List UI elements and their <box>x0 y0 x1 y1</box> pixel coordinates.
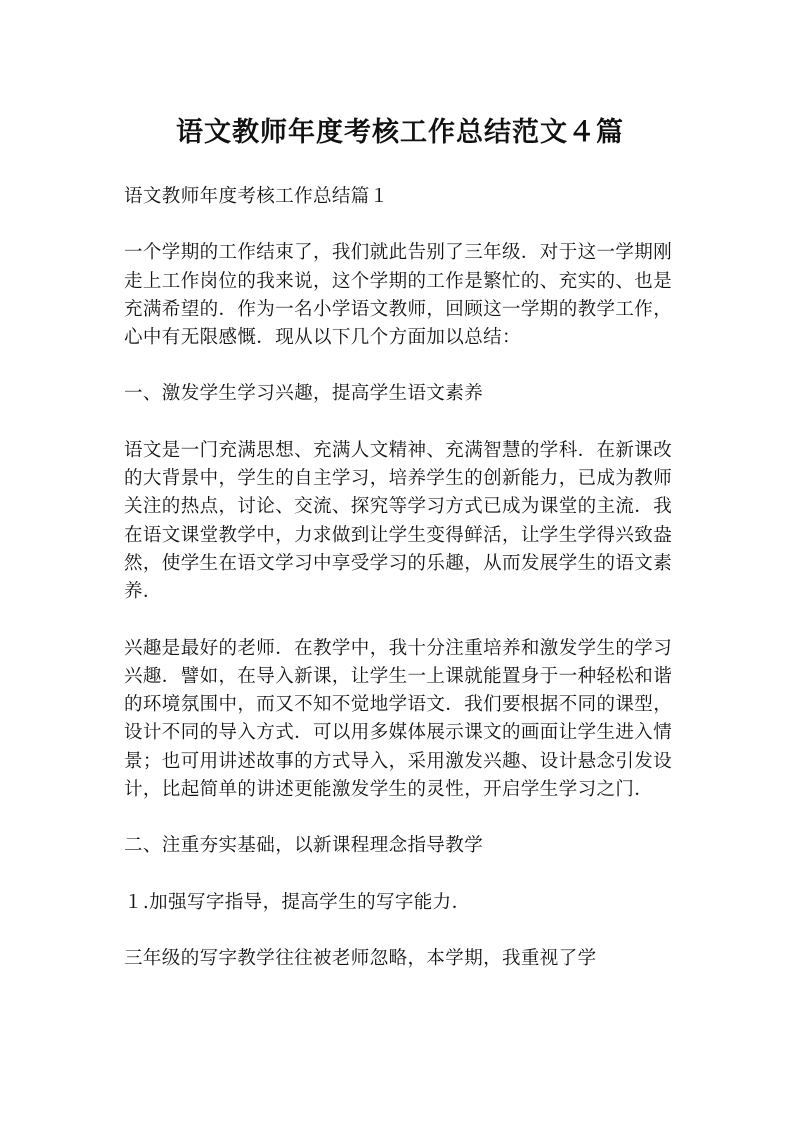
paragraph-gap <box>124 211 680 239</box>
document-title: 语文教师年度考核工作总结范文４篇 <box>176 117 624 148</box>
paragraph-gap <box>124 352 680 380</box>
subheading-one: 一、激发学生学习兴趣，提高学生语文素养 <box>124 383 484 405</box>
paragraph-intro: 一个学期的工作结束了，我们就此告别了三年级．对于这一学期刚走上工作岗位的我来说，这个学期的工作是繁忙的、充实的、也是充满希望的．作为一名小学语文教师，回顾这一学期的教学工作，心中有无限感慨．现从以下几个方面加以总结： <box>124 242 673 349</box>
list-item-writing: １.加强写字指导，提高学生的写字能力． <box>124 891 471 913</box>
section-heading: 语文教师年度考核工作总结篇１ <box>124 186 389 207</box>
paragraph-writing-teaching: 三年级的写字教学往往被老师忽略，本学期，我重视了学 <box>124 947 597 969</box>
paragraph-gap <box>124 607 680 635</box>
paragraph-gap <box>124 804 680 832</box>
paragraph-interest: 兴趣是最好的老师．在教学中，我十分注重培养和激发学生的学习兴趣．譬如，在导入新课，让学生一上课就能置身于一种轻松和谐的环境氛围中，而又不知不觉地学语文．我们要根据不同的课型，设计不同的导入方式．可以用多媒体展示课文的画面让学生进入情景；也可用讲述故事的方式导入，采用激发兴趣、设计悬念引发设计，比起简单的讲述更能激发学生的灵性，开启学生学习之门． <box>124 637 673 801</box>
paragraph-gap <box>124 917 680 945</box>
document-body <box>124 183 680 973</box>
paragraph-chinese-subject: 语文是一门充满思想、充满人文精神、充满智慧的学科．在新课改的大背景中，学生的自主学习，培养学生的创新能力，已成为教师关注的热点，讨论、交流、探究等学习方式已成为课堂的主流．我在语文课堂教学中，力求做到让学生变得鲜活，让学生学得兴致盎然，使学生在语文学习中享受学习的乐趣，从而发展学生的语文素养． <box>124 439 673 603</box>
paragraph-gap <box>124 409 680 437</box>
subheading-two: 二、注重夯实基础，以新课程理念指导教学 <box>124 835 484 857</box>
paragraph-gap <box>124 861 680 889</box>
